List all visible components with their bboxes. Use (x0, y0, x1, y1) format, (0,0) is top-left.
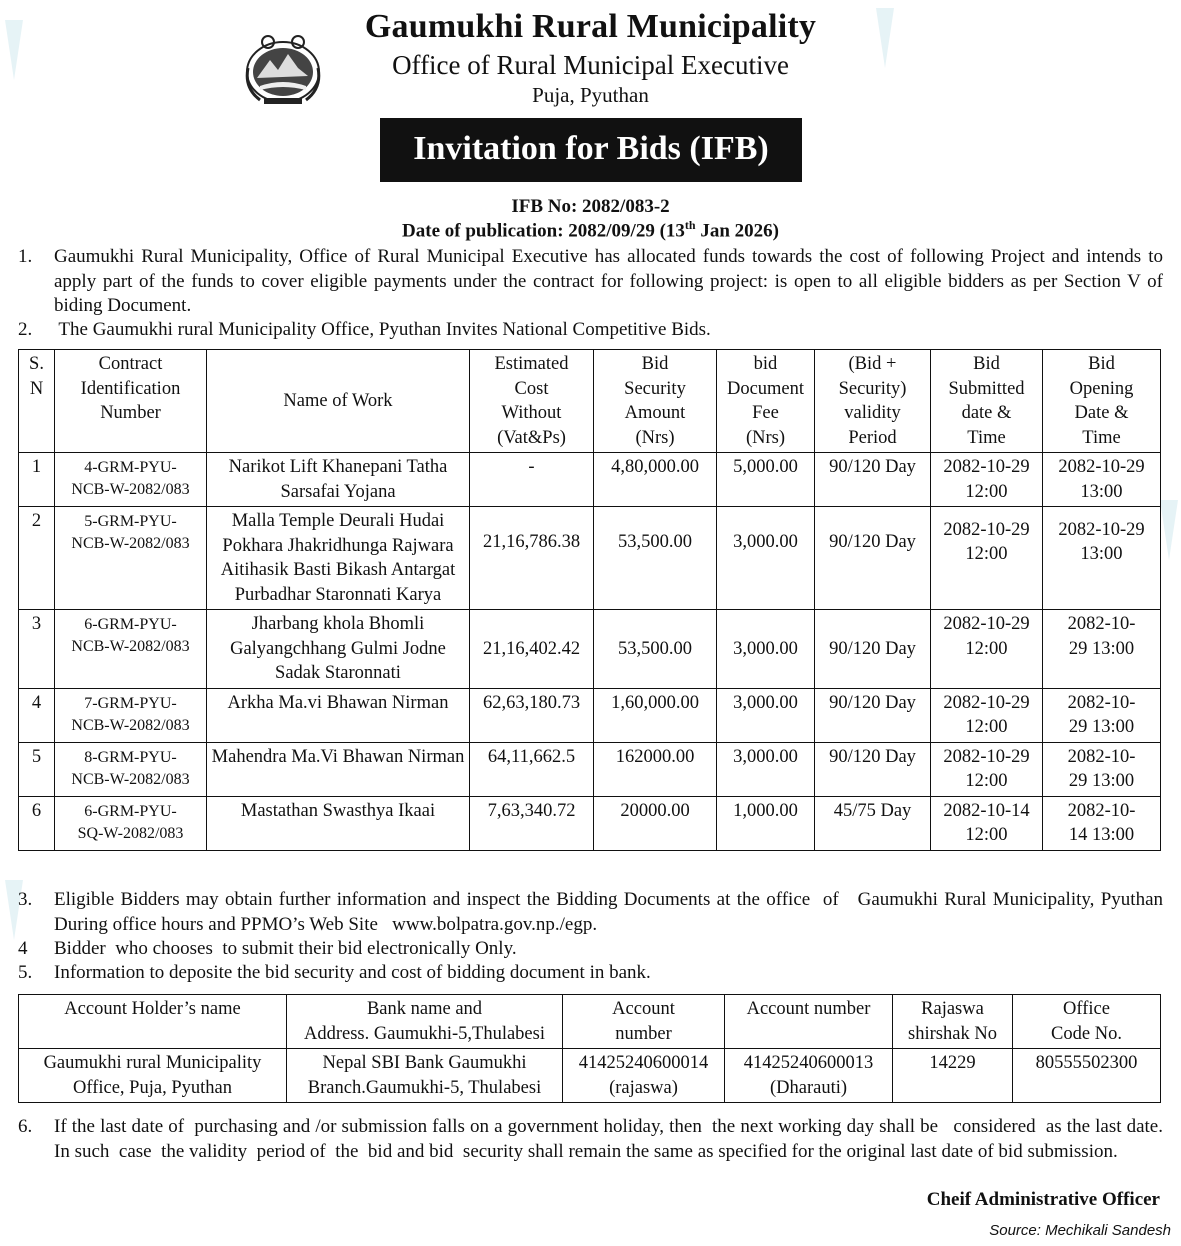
cell-bid-security: 20000.00 (594, 796, 717, 850)
paragraph-5 (18, 961, 1163, 986)
cell-document-fee: 3,000.00 (717, 507, 815, 610)
col-header-validity-period: (Bid + Security) validity Period (815, 350, 931, 453)
cell-name-of-work: Mastathan Swasthya Ikaai (207, 796, 470, 850)
paragraph-number: 2. (18, 319, 33, 340)
cell-opening-date: 2082-10-29 13:00 (1043, 453, 1161, 507)
col-header-account-number-1: Account number (563, 995, 725, 1049)
municipality-title: Gaumukhi Rural Municipality (364, 8, 817, 45)
cell-submitted-date: 2082-10-29 12:00 (931, 688, 1043, 742)
table-row (19, 796, 1161, 850)
cell-rajaswa-no: 14229 (893, 1049, 1013, 1103)
ifb-banner: Invitation for Bids (IFB) (380, 118, 802, 182)
cell-estimated-cost: 64,11,662.5 (470, 742, 594, 796)
paragraph-number: 3. (18, 889, 33, 910)
table-row (19, 1049, 1161, 1103)
cell-contract-id: 6-GRM-PYU- SQ-W-2082/083 (55, 796, 207, 850)
cell-submitted-date: 2082-10-29 12:00 (931, 610, 1043, 689)
cell-bid-security: 53,500.00 (594, 507, 717, 610)
bank-table-header-row (19, 995, 1161, 1049)
bid-table-header-row (19, 350, 1161, 453)
office-subtitle: Office of Rural Municipal Executive (392, 50, 789, 80)
ifb-number: IFB No: 2082/083-2 (511, 196, 670, 217)
cell-name-of-work: Narikot Lift Khanepani Tatha Sarsafai Yojana (207, 453, 470, 507)
cell-document-fee: 5,000.00 (717, 453, 815, 507)
publication-date (0, 218, 1181, 242)
col-header-estimated-cost: Estimated Cost Without (Vat&Ps) (470, 350, 594, 453)
col-header-bid-security: Bid Security Amount (Nrs) (594, 350, 717, 453)
cell-submitted-date: 2082-10-29 12:00 (931, 742, 1043, 796)
paragraph-text: If the last date of purchasing and /or submission falls on a government holiday, then the next working day shall be considered as the last date. In such case the validity period of the bid and bid security shall remain the same as specified for the original last date of bid submission. (54, 1116, 1168, 1162)
col-header-rajaswa-no: Rajaswa shirshak No (893, 995, 1013, 1049)
paragraph-number: 4 (18, 938, 28, 959)
cell-submitted-date: 2082-10-29 12:00 (931, 453, 1043, 507)
cell-sn: 4 (19, 688, 55, 742)
cell-contract-id: 5-GRM-PYU- NCB-W-2082/083 (55, 507, 207, 610)
cell-document-fee: 3,000.00 (717, 742, 815, 796)
source-credit: Source: Mechikali Sandesh (989, 1222, 1171, 1239)
cell-bid-security: 162000.00 (594, 742, 717, 796)
cell-office-code: 80555502300 (1013, 1049, 1161, 1103)
col-header-document-fee: bid Document Fee (Nrs) (717, 350, 815, 453)
cell-validity-period: 90/120 Day (815, 453, 931, 507)
table-row (19, 688, 1161, 742)
publication-date-suffix: Jan 2026) (695, 220, 779, 242)
cell-estimated-cost: - (470, 453, 594, 507)
cell-validity-period: 90/120 Day (815, 610, 931, 689)
cell-name-of-work: Arkha Ma.vi Bhawan Nirman (207, 688, 470, 742)
paragraph-text: Eligible Bidders may obtain further information and inspect the Bidding Documents at the office of Gaumukhi Rural Municipality, Pyuthan During office hours and PPMO’s Web Site www.bolpatra.gov.np./egp. (54, 889, 1168, 935)
cell-name-of-work: Jharbang khola Bhomli Galyangchhang Gulmi Jodne Sadak Staronnati (207, 610, 470, 689)
cell-opening-date: 2082-10- 29 13:00 (1043, 742, 1161, 796)
cell-contract-id: 8-GRM-PYU- NCB-W-2082/083 (55, 742, 207, 796)
table-row (19, 742, 1161, 796)
watermark-mark (1160, 500, 1178, 560)
paragraph-number: 1. (18, 246, 33, 267)
cell-sn: 1 (19, 453, 55, 507)
cell-bid-security: 1,60,000.00 (594, 688, 717, 742)
paragraph-1 (18, 245, 1163, 319)
paragraph-number: 6. (18, 1116, 33, 1137)
paragraph-2 (18, 318, 1163, 343)
cell-account-number-2: 41425240600013 (Dharauti) (725, 1049, 893, 1103)
paragraph-text: Bidder who chooses to submit their bid electronically Only. (54, 938, 517, 959)
col-header-opening-date: Bid Opening Date & Time (1043, 350, 1161, 453)
cell-sn: 3 (19, 610, 55, 689)
publication-date-sup: th (684, 218, 696, 232)
bank-table (18, 994, 1161, 1103)
bid-table (18, 349, 1161, 851)
table-row (19, 453, 1161, 507)
col-header-contract-id: Contract Identification Number (55, 350, 207, 453)
cell-contract-id: 4-GRM-PYU- NCB-W-2082/083 (55, 453, 207, 507)
cell-submitted-date: 2082-10-14 12:00 (931, 796, 1043, 850)
paragraph-text: Information to deposite the bid security and cost of bidding document in bank. (54, 962, 651, 983)
paragraph-text: The Gaumukhi rural Municipality Office, Pyuthan Invites National Competitive Bids. (54, 319, 711, 340)
cell-opening-date: 2082-10- 14 13:00 (1043, 796, 1161, 850)
paragraph-4 (18, 937, 1163, 962)
cell-validity-period: 90/120 Day (815, 507, 931, 610)
cell-opening-date: 2082-10- 29 13:00 (1043, 688, 1161, 742)
cell-document-fee: 1,000.00 (717, 796, 815, 850)
cell-submitted-date: 2082-10-29 12:00 (931, 507, 1043, 610)
col-header-submitted-date: Bid Submitted date & Time (931, 350, 1043, 453)
paragraph-3 (18, 888, 1168, 937)
cell-sn: 6 (19, 796, 55, 850)
cell-account-number-1: 41425240600014 (rajaswa) (563, 1049, 725, 1103)
cell-validity-period: 90/120 Day (815, 742, 931, 796)
paragraph-number: 5. (18, 962, 33, 983)
col-header-name-of-work: Name of Work (207, 350, 470, 453)
cell-name-of-work: Mahendra Ma.Vi Bhawan Nirman (207, 742, 470, 796)
cell-name-of-work: Malla Temple Deurali Hudai Pokhara Jhakridhunga Rajwara Aitihasik Basti Bikash Antargat Purbadhar Staronnati Karya (207, 507, 470, 610)
signatory: Cheif Administrative Officer (926, 1189, 1160, 1210)
cell-document-fee: 3,000.00 (717, 688, 815, 742)
cell-bid-security: 4,80,000.00 (594, 453, 717, 507)
cell-estimated-cost: 21,16,786.38 (470, 507, 594, 610)
col-header-office-code: Office Code No. (1013, 995, 1161, 1049)
table-row (19, 610, 1161, 689)
table-row (19, 507, 1161, 610)
cell-bank-name: Nepal SBI Bank Gaumukhi Branch.Gaumukhi-5, Thulabesi (287, 1049, 563, 1103)
cell-sn: 2 (19, 507, 55, 610)
col-header-account-number-2: Account number (725, 995, 893, 1049)
cell-contract-id: 6-GRM-PYU- NCB-W-2082/083 (55, 610, 207, 689)
cell-opening-date: 2082-10-29 13:00 (1043, 507, 1161, 610)
cell-estimated-cost: 62,63,180.73 (470, 688, 594, 742)
office-location: Puja, Pyuthan (532, 83, 649, 107)
cell-validity-period: 45/75 Day (815, 796, 931, 850)
cell-opening-date: 2082-10- 29 13:00 (1043, 610, 1161, 689)
cell-document-fee: 3,000.00 (717, 610, 815, 689)
publication-date-prefix: Date of publication: 2082/09/29 (13 (402, 220, 685, 242)
cell-contract-id: 7-GRM-PYU- NCB-W-2082/083 (55, 688, 207, 742)
cell-bid-security: 53,500.00 (594, 610, 717, 689)
cell-estimated-cost: 21,16,402.42 (470, 610, 594, 689)
cell-estimated-cost: 7,63,340.72 (470, 796, 594, 850)
paragraph-6 (18, 1115, 1168, 1164)
cell-validity-period: 90/120 Day (815, 688, 931, 742)
col-header-bank-name: Bank name and Address. Gaumukhi-5,Thulabesi (287, 995, 563, 1049)
col-header-account-holder: Account Holder’s name (19, 995, 287, 1049)
col-header-sn: S. N (19, 350, 55, 453)
cell-sn: 5 (19, 742, 55, 796)
paragraph-text: Gaumukhi Rural Municipality, Office of Rural Municipal Executive has allocated funds towards the cost of following Project and intends to apply part of the funds to cover eligible payments under the contract for following project: is open to all eligible bidders as per Section V of biding Document. (54, 246, 1163, 316)
cell-account-holder: Gaumukhi rural Municipality Office, Puja, Pyuthan (19, 1049, 287, 1103)
